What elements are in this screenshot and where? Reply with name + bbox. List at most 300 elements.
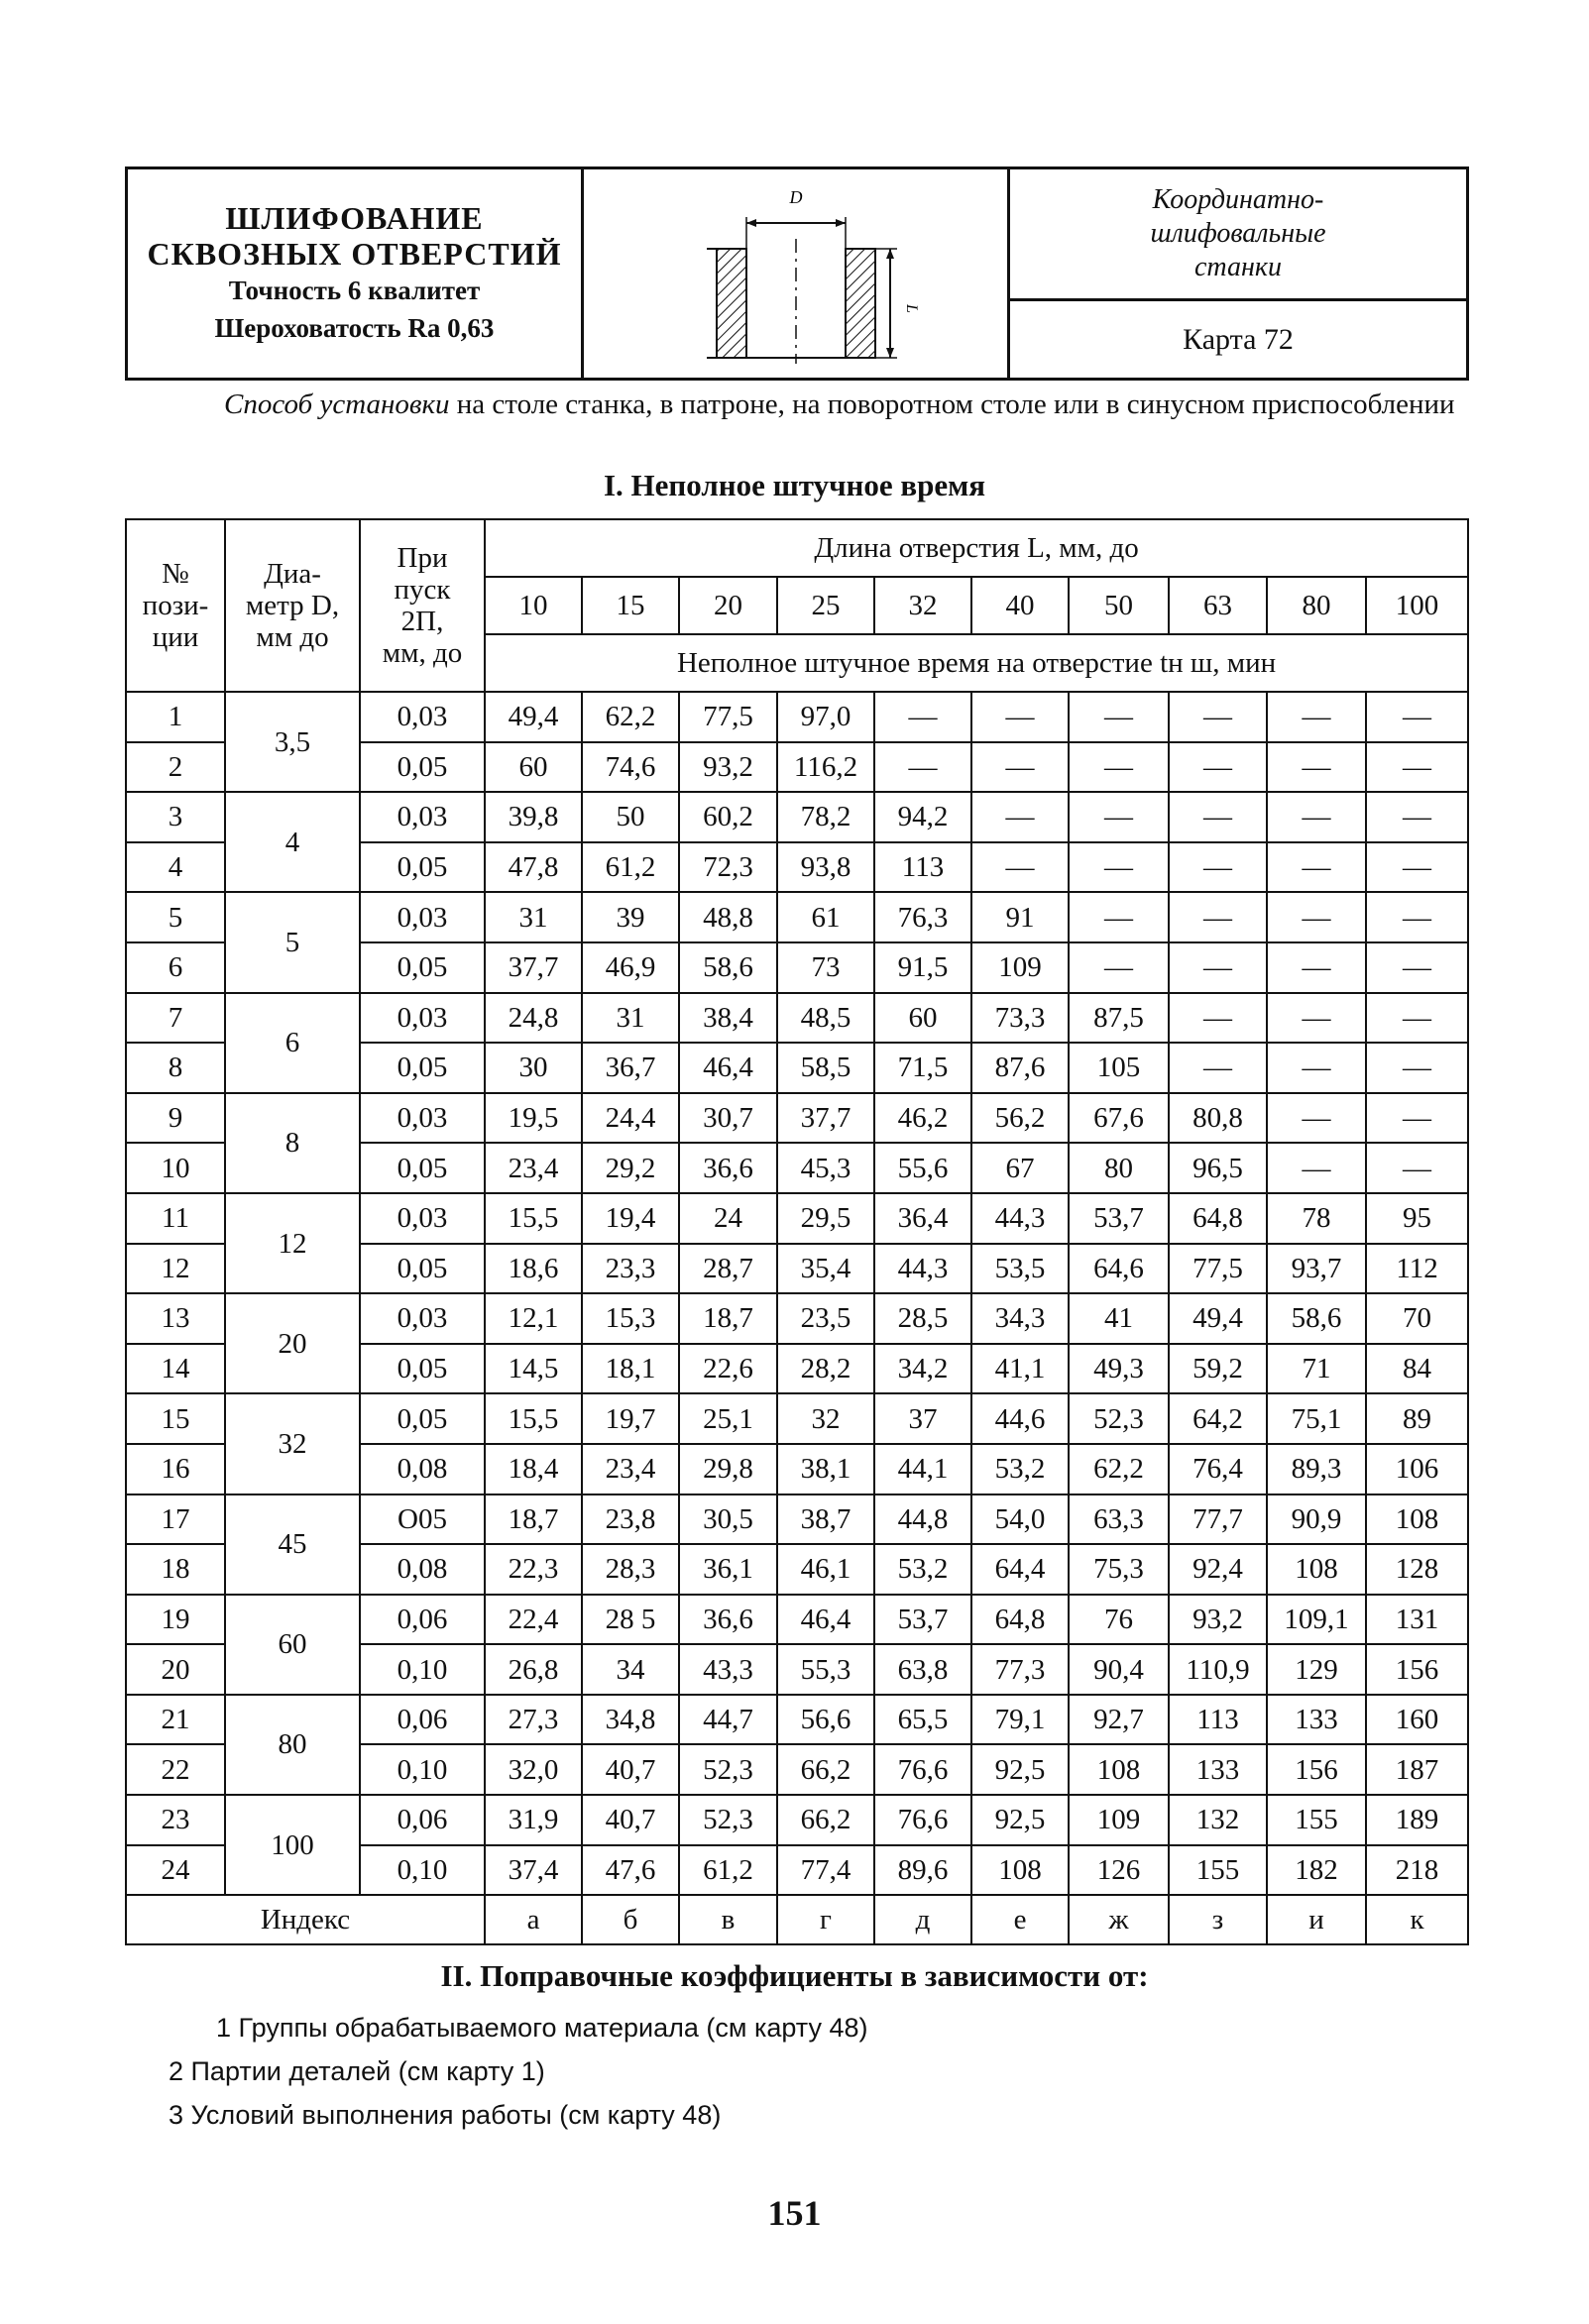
time-value-cell: 15,3 — [582, 1293, 679, 1344]
allowance-cell: 0,03 — [360, 1093, 485, 1144]
col-header-diameter-line-1: Диа- — [264, 558, 321, 590]
time-value-cell: 77,4 — [777, 1845, 874, 1896]
time-value-cell: 32,0 — [485, 1744, 582, 1795]
time-value-cell: 89,3 — [1267, 1444, 1366, 1494]
time-value-cell: 108 — [971, 1845, 1069, 1896]
time-value-cell: 46,4 — [777, 1595, 874, 1645]
diameter-cell: 6 — [225, 993, 360, 1093]
time-value-cell: 61,2 — [679, 1845, 777, 1896]
time-value-cell: — — [1366, 742, 1468, 793]
machine-type — [1010, 169, 1466, 301]
col-header-allowance-line-3: 2П, — [400, 606, 444, 637]
diameter-cell: 12 — [225, 1193, 360, 1293]
position-cell: 4 — [126, 842, 225, 893]
time-value-cell: 155 — [1267, 1795, 1366, 1845]
time-value-cell: 44,6 — [971, 1393, 1069, 1444]
allowance-cell: 0,05 — [360, 1344, 485, 1394]
time-value-cell: 53,7 — [1069, 1193, 1169, 1244]
time-value-cell: 34,3 — [971, 1293, 1069, 1344]
time-value-cell: 70 — [1366, 1293, 1468, 1344]
time-value-cell: 76,4 — [1169, 1444, 1267, 1494]
time-value-cell: 24,4 — [582, 1093, 679, 1144]
time-value-cell: — — [1366, 842, 1468, 893]
note-item: 2 Партии деталей (см карту 1) — [169, 2056, 545, 2086]
time-value-cell: 77,5 — [679, 692, 777, 742]
time-value-cell: 36,7 — [582, 1043, 679, 1093]
time-value-cell: 31 — [582, 993, 679, 1044]
time-value-cell: — — [971, 792, 1069, 842]
time-value-cell: 30,5 — [679, 1494, 777, 1545]
time-value-cell: 52,3 — [1069, 1393, 1169, 1444]
table-row — [126, 1695, 1468, 1745]
time-value-cell: 73,3 — [971, 993, 1069, 1044]
length-label: L — [902, 304, 920, 313]
diameter-cell: 20 — [225, 1293, 360, 1393]
time-value-cell: 23,5 — [777, 1293, 874, 1344]
time-value-cell: 189 — [1366, 1795, 1468, 1845]
allowance-cell: 0,03 — [360, 792, 485, 842]
time-value-cell: — — [1169, 942, 1267, 993]
time-value-cell: 14,5 — [485, 1344, 582, 1394]
position-cell: 5 — [126, 892, 225, 942]
time-value-cell: — — [1069, 692, 1169, 742]
diameter-cell: 80 — [225, 1695, 360, 1795]
allowance-cell: 0,05 — [360, 1043, 485, 1093]
time-value-cell: 18,4 — [485, 1444, 582, 1494]
diameter-cell: 45 — [225, 1494, 360, 1595]
time-value-cell: 18,1 — [582, 1344, 679, 1394]
col-header-allowance-line-1: При — [397, 542, 448, 574]
time-value-cell: 133 — [1169, 1744, 1267, 1795]
time-value-cell: 64,4 — [971, 1544, 1069, 1595]
time-value-cell: 22,3 — [485, 1544, 582, 1595]
time-value-cell: 60,2 — [679, 792, 777, 842]
time-value-cell: 84 — [1366, 1344, 1468, 1394]
col-header-position-line-1: № — [162, 558, 189, 590]
time-value-cell: 31 — [485, 892, 582, 942]
time-value-cell: — — [1267, 1043, 1366, 1093]
table-row — [126, 993, 1468, 1044]
allowance-cell: 0,10 — [360, 1644, 485, 1695]
index-letter-cell: в — [679, 1895, 777, 1944]
time-value-cell: 67 — [971, 1143, 1069, 1193]
time-value-cell: 75,1 — [1267, 1393, 1366, 1444]
position-cell: 16 — [126, 1444, 225, 1494]
time-value-cell: 62,2 — [1069, 1444, 1169, 1494]
allowance-cell: 0,08 — [360, 1544, 485, 1595]
time-value-cell: 22,4 — [485, 1595, 582, 1645]
index-letter-cell: д — [874, 1895, 971, 1944]
time-value-cell: 80,8 — [1169, 1093, 1267, 1144]
time-value-cell: 79,1 — [971, 1695, 1069, 1745]
time-value-cell: — — [1267, 892, 1366, 942]
time-value-cell: — — [874, 692, 971, 742]
accuracy-text: Точность 6 квалитет — [228, 276, 481, 305]
allowance-cell: 0,06 — [360, 1795, 485, 1845]
table-row — [126, 692, 1468, 742]
time-value-cell: — — [1366, 1043, 1468, 1093]
time-value-cell: 132 — [1169, 1795, 1267, 1845]
table-row — [126, 1093, 1468, 1144]
time-value-cell: 44,1 — [874, 1444, 971, 1494]
time-value-cell: 28,3 — [582, 1544, 679, 1595]
time-value-cell: 55,6 — [874, 1143, 971, 1193]
table-row — [126, 1293, 1468, 1344]
time-value-cell: 97,0 — [777, 692, 874, 742]
time-value-cell: 62,2 — [582, 692, 679, 742]
table-row — [126, 1795, 1468, 1845]
time-value-cell: 109 — [971, 942, 1069, 993]
time-value-cell: 23,3 — [582, 1244, 679, 1294]
time-value-cell: 46,2 — [874, 1093, 971, 1144]
time-value-cell: 34,8 — [582, 1695, 679, 1745]
time-value-cell: 108 — [1267, 1544, 1366, 1595]
time-value-cell: 15,5 — [485, 1193, 582, 1244]
index-letter-cell: г — [777, 1895, 874, 1944]
time-value-cell: 35,4 — [777, 1244, 874, 1294]
time-value-cell: 93,2 — [679, 742, 777, 793]
col-header-diameter — [225, 519, 360, 692]
time-value-cell: 112 — [1366, 1244, 1468, 1294]
time-value-cell: 49,3 — [1069, 1344, 1169, 1394]
time-value-cell: 87,5 — [1069, 993, 1169, 1044]
index-letter-cell: е — [971, 1895, 1069, 1944]
length-header-cell: 40 — [971, 577, 1069, 634]
time-value-cell: 76,6 — [874, 1744, 971, 1795]
position-cell: 24 — [126, 1845, 225, 1896]
table-row — [126, 1193, 1468, 1244]
time-value-cell: 80 — [1069, 1143, 1169, 1193]
time-value-cell: 24,8 — [485, 993, 582, 1044]
position-cell: 6 — [126, 942, 225, 993]
time-value-cell: 73 — [777, 942, 874, 993]
time-value-cell: 49,4 — [485, 692, 582, 742]
table-row — [126, 1393, 1468, 1444]
time-value-cell: 67,6 — [1069, 1093, 1169, 1144]
index-letter-cell: и — [1267, 1895, 1366, 1944]
setup-method-text — [125, 387, 1473, 422]
diameter-cell: 32 — [225, 1393, 360, 1494]
time-value-cell: 59,2 — [1169, 1344, 1267, 1394]
diameter-cell: 100 — [225, 1795, 360, 1895]
time-value-cell: 29,5 — [777, 1193, 874, 1244]
allowance-cell: 0,03 — [360, 692, 485, 742]
col-header-allowance-line-2: пуск — [394, 574, 451, 606]
position-cell: 21 — [126, 1695, 225, 1745]
time-value-cell: 61,2 — [582, 842, 679, 893]
time-value-cell: 218 — [1366, 1845, 1468, 1896]
col-header-position — [126, 519, 225, 692]
time-value-cell: 46,9 — [582, 942, 679, 993]
time-value-cell: 113 — [874, 842, 971, 893]
machine-line-2: шлифовальные — [1150, 218, 1326, 249]
position-cell: 10 — [126, 1143, 225, 1193]
time-value-cell: 43,3 — [679, 1644, 777, 1695]
time-value-cell: 128 — [1366, 1544, 1468, 1595]
time-value-cell: 29,2 — [582, 1143, 679, 1193]
time-value-cell: 93,7 — [1267, 1244, 1366, 1294]
time-value-cell: 113 — [1169, 1695, 1267, 1745]
time-value-cell: 66,2 — [777, 1795, 874, 1845]
time-value-cell: — — [1169, 792, 1267, 842]
time-value-cell: 74,6 — [582, 742, 679, 793]
card-number: Карта 72 — [1183, 322, 1294, 356]
time-value-cell: 71 — [1267, 1344, 1366, 1394]
table-row — [126, 792, 1468, 842]
time-value-cell: 76,3 — [874, 892, 971, 942]
position-cell: 13 — [126, 1293, 225, 1344]
time-value-cell: 75,3 — [1069, 1544, 1169, 1595]
time-value-cell: 91,5 — [874, 942, 971, 993]
machine-line-3: станки — [1194, 252, 1282, 282]
time-value-cell: 56,6 — [777, 1695, 874, 1745]
machine-line-1: Координатно- — [1152, 184, 1324, 215]
time-value-cell: 23,4 — [582, 1444, 679, 1494]
time-value-cell: 58,5 — [777, 1043, 874, 1093]
position-cell: 20 — [126, 1644, 225, 1695]
allowance-cell: 0,05 — [360, 942, 485, 993]
time-value-cell: 71,5 — [874, 1043, 971, 1093]
time-value-cell: 40,7 — [582, 1744, 679, 1795]
time-value-cell: 39 — [582, 892, 679, 942]
time-value-cell: 116,2 — [777, 742, 874, 793]
time-value-cell: 18,7 — [679, 1293, 777, 1344]
time-value-cell: 65,5 — [874, 1695, 971, 1745]
time-value-cell: 92,5 — [971, 1795, 1069, 1845]
allowance-cell: 0,10 — [360, 1744, 485, 1795]
time-value-cell: — — [1366, 942, 1468, 993]
position-cell: 12 — [126, 1244, 225, 1294]
time-value-cell: 22,6 — [679, 1344, 777, 1394]
time-value-cell: 91 — [971, 892, 1069, 942]
time-value-cell: 40,7 — [582, 1795, 679, 1845]
time-value-cell: — — [971, 692, 1069, 742]
time-value-cell: 28,2 — [777, 1344, 874, 1394]
time-value-cell: 90,9 — [1267, 1494, 1366, 1545]
time-value-cell: 93,2 — [1169, 1595, 1267, 1645]
time-value-cell: 53,7 — [874, 1595, 971, 1645]
time-value-cell: 64,8 — [971, 1595, 1069, 1645]
time-value-cell: 15,5 — [485, 1393, 582, 1444]
setup-method-label: Способ установки — [224, 388, 450, 420]
allowance-cell: 0,05 — [360, 1393, 485, 1444]
time-value-cell: 36,1 — [679, 1544, 777, 1595]
time-value-cell: 48,8 — [679, 892, 777, 942]
time-value-cell: 30 — [485, 1043, 582, 1093]
time-value-cell: 55,3 — [777, 1644, 874, 1695]
time-value-cell: 93,8 — [777, 842, 874, 893]
hole-sketch-diagram — [687, 179, 920, 368]
time-value-cell: 78,2 — [777, 792, 874, 842]
time-value-cell: — — [1267, 1143, 1366, 1193]
diameter-cell: 8 — [225, 1093, 360, 1193]
time-value-cell: 92,4 — [1169, 1544, 1267, 1595]
time-value-cell: 129 — [1267, 1644, 1366, 1695]
time-value-cell: 76 — [1069, 1595, 1169, 1645]
index-letter-cell: б — [582, 1895, 679, 1944]
title-line-1: ШЛИФОВАНИЕ — [225, 200, 484, 236]
time-value-cell: 133 — [1267, 1695, 1366, 1745]
time-value-cell: 37,7 — [485, 942, 582, 993]
time-value-cell: 37,4 — [485, 1845, 582, 1896]
position-cell: 15 — [126, 1393, 225, 1444]
time-value-cell: — — [1366, 1143, 1468, 1193]
index-row — [126, 1895, 1468, 1944]
time-value-cell: 63,3 — [1069, 1494, 1169, 1545]
table-row — [126, 1494, 1468, 1545]
time-value-cell: 156 — [1267, 1744, 1366, 1795]
position-cell: 9 — [126, 1093, 225, 1144]
time-value-cell: 28,5 — [874, 1293, 971, 1344]
position-cell: 17 — [126, 1494, 225, 1545]
time-value-cell: 44,3 — [971, 1193, 1069, 1244]
time-value-cell: 77,5 — [1169, 1244, 1267, 1294]
time-value-cell: 160 — [1366, 1695, 1468, 1745]
time-value-cell: 87,6 — [971, 1043, 1069, 1093]
time-value-cell: 28,7 — [679, 1244, 777, 1294]
time-value-cell: 19,7 — [582, 1393, 679, 1444]
note-item: 3 Условий выполнения работы (см карту 48) — [169, 2100, 722, 2130]
length-header-cell: 20 — [679, 577, 777, 634]
time-value-cell: 34 — [582, 1644, 679, 1695]
length-header-cell: 63 — [1169, 577, 1267, 634]
time-value-cell: 38,1 — [777, 1444, 874, 1494]
length-header-cell: 80 — [1267, 577, 1366, 634]
time-value-cell: — — [874, 742, 971, 793]
time-value-cell: 77,3 — [971, 1644, 1069, 1695]
time-value-cell: 54,0 — [971, 1494, 1069, 1545]
allowance-cell: 0,06 — [360, 1595, 485, 1645]
diameter-cell: 3,5 — [225, 692, 360, 792]
time-value-cell: 49,4 — [1169, 1293, 1267, 1344]
time-value-cell: 26,8 — [485, 1644, 582, 1695]
allowance-cell: 0,10 — [360, 1845, 485, 1896]
time-value-cell: 110,9 — [1169, 1644, 1267, 1695]
allowance-cell: 0,03 — [360, 1293, 485, 1344]
position-cell: 22 — [126, 1744, 225, 1795]
time-value-cell: 31,9 — [485, 1795, 582, 1845]
position-cell: 8 — [126, 1043, 225, 1093]
time-value-cell: 44,3 — [874, 1244, 971, 1294]
allowance-cell: 0,05 — [360, 842, 485, 893]
time-value-cell: 23,4 — [485, 1143, 582, 1193]
time-value-cell: — — [1267, 993, 1366, 1044]
time-value-cell: 38,4 — [679, 993, 777, 1044]
time-value-cell: 182 — [1267, 1845, 1366, 1896]
allowance-cell: О05 — [360, 1494, 485, 1545]
time-value-cell: — — [1169, 1043, 1267, 1093]
diameter-cell: 4 — [225, 792, 360, 892]
time-value-cell: 30,7 — [679, 1093, 777, 1144]
time-value-cell: 36,6 — [679, 1595, 777, 1645]
time-value-cell: — — [1267, 942, 1366, 993]
time-value-cell: 47,6 — [582, 1845, 679, 1896]
time-value-cell: — — [1366, 993, 1468, 1044]
time-value-cell: 60 — [485, 742, 582, 793]
time-value-cell: 66,2 — [777, 1744, 874, 1795]
index-letter-cell: а — [485, 1895, 582, 1944]
allowance-cell: 0,08 — [360, 1444, 485, 1494]
time-value-cell: 44,7 — [679, 1695, 777, 1745]
time-value-cell: 63,8 — [874, 1644, 971, 1695]
position-cell: 14 — [126, 1344, 225, 1394]
time-value-cell: 187 — [1366, 1744, 1468, 1795]
allowance-cell: 0,05 — [360, 1143, 485, 1193]
time-value-cell: 56,2 — [971, 1093, 1069, 1144]
time-value-cell: 53,2 — [971, 1444, 1069, 1494]
time-value-cell: 90,4 — [1069, 1644, 1169, 1695]
time-value-cell: — — [1069, 792, 1169, 842]
operation-title-block — [128, 169, 584, 378]
time-value-cell: 45,3 — [777, 1143, 874, 1193]
time-value-cell: — — [971, 842, 1069, 893]
time-value-cell: 36,6 — [679, 1143, 777, 1193]
time-value-cell: 72,3 — [679, 842, 777, 893]
time-value-cell: 108 — [1069, 1744, 1169, 1795]
time-value-cell: 60 — [874, 993, 971, 1044]
time-value-cell: 64,8 — [1169, 1193, 1267, 1244]
time-norms-table — [125, 518, 1469, 1945]
index-letter-cell: ж — [1069, 1895, 1169, 1944]
length-header-cell: 10 — [485, 577, 582, 634]
length-header-cell: 100 — [1366, 577, 1468, 634]
time-value-cell: — — [1366, 792, 1468, 842]
time-value-cell: 108 — [1366, 1494, 1468, 1545]
allowance-cell: 0,06 — [360, 1695, 485, 1745]
time-value-cell: 156 — [1366, 1644, 1468, 1695]
time-value-cell: — — [1366, 892, 1468, 942]
time-value-cell: — — [1169, 993, 1267, 1044]
time-value-cell: 94,2 — [874, 792, 971, 842]
time-value-cell: 106 — [1366, 1444, 1468, 1494]
hole-sketch-block — [584, 169, 1010, 378]
time-value-cell: 50 — [582, 792, 679, 842]
col-header-position-line-3: ции — [152, 621, 199, 653]
time-value-cell: 28 5 — [582, 1595, 679, 1645]
time-value-cell: 52,3 — [679, 1744, 777, 1795]
time-value-cell: — — [1069, 742, 1169, 793]
position-cell: 19 — [126, 1595, 225, 1645]
card-header — [125, 166, 1469, 381]
note-item: 1 Группы обрабатываемого материала (см карту 48) — [216, 2013, 868, 2043]
section-2-title: II. Поправочные коэффициенты в зависимости от: — [440, 1958, 1149, 1993]
allowance-cell: 0,03 — [360, 993, 485, 1044]
index-letter-cell: к — [1366, 1895, 1468, 1944]
time-value-cell: 89,6 — [874, 1845, 971, 1896]
time-value-cell: 92,7 — [1069, 1695, 1169, 1745]
time-value-cell: — — [1169, 692, 1267, 742]
position-cell: 1 — [126, 692, 225, 742]
time-value-cell: — — [971, 742, 1069, 793]
diameter-cell: 60 — [225, 1595, 360, 1695]
time-value-cell: 46,4 — [679, 1043, 777, 1093]
time-value-cell: 78 — [1267, 1193, 1366, 1244]
time-value-cell: 12,1 — [485, 1293, 582, 1344]
time-value-cell: — — [1267, 742, 1366, 793]
time-value-cell: 155 — [1169, 1845, 1267, 1896]
allowance-cell: 0,03 — [360, 892, 485, 942]
position-cell: 18 — [126, 1544, 225, 1595]
diameter-cell: 5 — [225, 892, 360, 992]
time-value-cell: — — [1169, 842, 1267, 893]
time-value-cell: 23,8 — [582, 1494, 679, 1545]
time-value-cell: 64,2 — [1169, 1393, 1267, 1444]
time-value-cell: 19,5 — [485, 1093, 582, 1144]
time-value-cell: — — [1366, 692, 1468, 742]
length-header-cell: 50 — [1069, 577, 1169, 634]
length-header: Длина отверстия L, мм, до — [485, 519, 1468, 577]
time-value-cell: — — [1267, 842, 1366, 893]
